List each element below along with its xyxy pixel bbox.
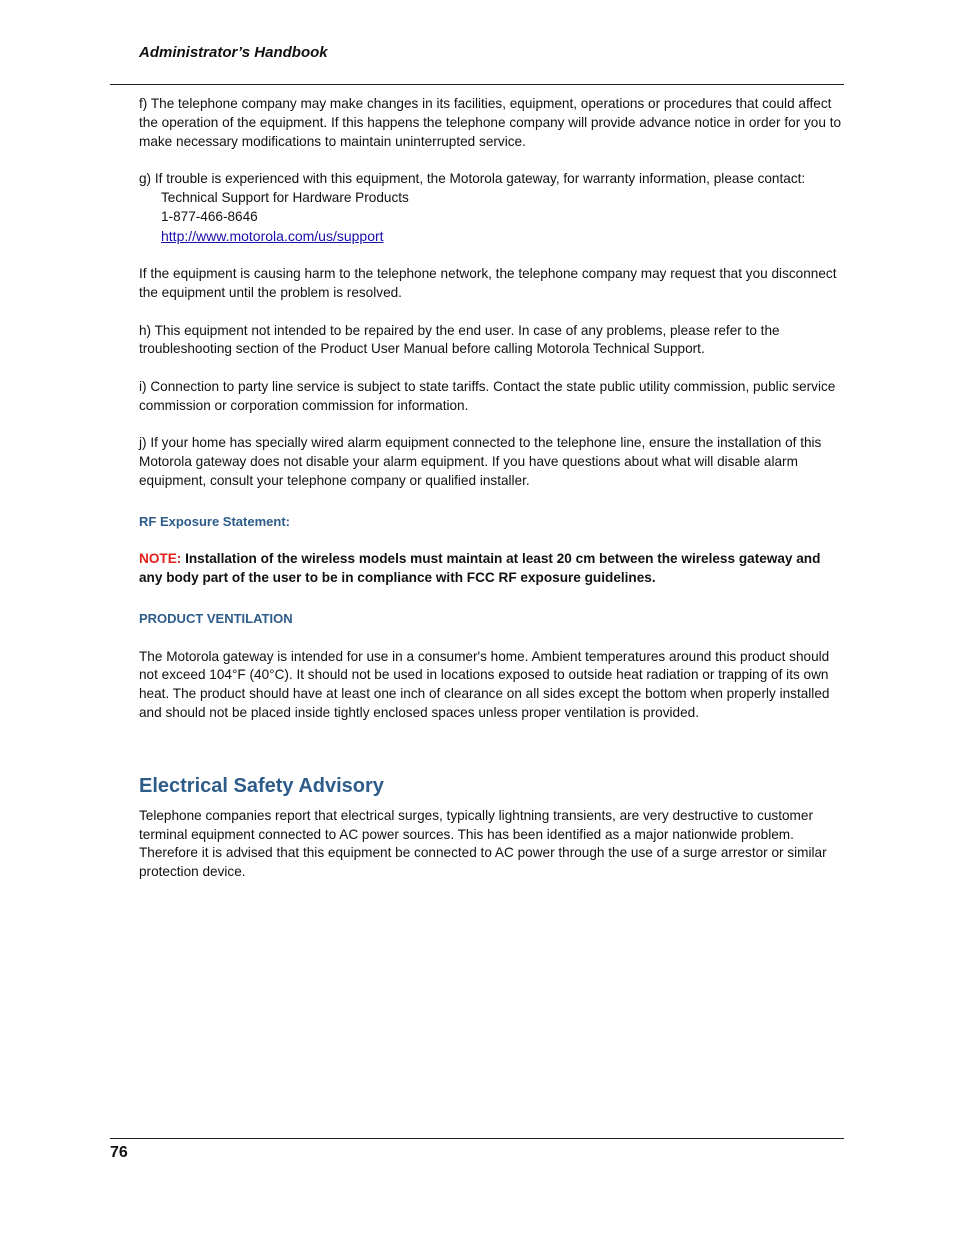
section-title-electrical: Electrical Safety Advisory — [139, 774, 384, 797]
paragraph-harm: If the equipment is causing harm to the telephone network, the telephone company may request that you disconnect the equipment until the problem is resolved. — [139, 266, 837, 300]
paragraph-i: i) Connection to party line service is subject to state tariffs. Contact the state public utility commission, public service commission or corporation commission for information. — [139, 378, 836, 413]
note-label: NOTE: — [139, 551, 182, 567]
rf-note — [139, 550, 844, 588]
header-rule — [110, 84, 844, 85]
footer-rule — [110, 1138, 844, 1139]
running-header: Administrator’s Handbook — [139, 44, 328, 61]
support-name: Technical Support for Hardware Products — [161, 189, 409, 205]
support-phone: 1-877-466-8646 — [161, 208, 258, 224]
rf-exposure-heading: RF Exposure Statement: — [139, 513, 290, 529]
paragraph-f: f) The telephone company may make changes in its facilities, equipment, operations or procedures that could affect the operation of the equipment. If this happens the telephone company will provide advance notice in order for you to make necessary modifications to maintain uninterrupted service. — [139, 96, 842, 149]
ventilation-heading: PRODUCT VENTILATION — [139, 610, 293, 626]
paragraph-j: j) If your home has specially wired alarm equipment connected to the telephone line, ensure the installation of this Motorola gateway does not disable your alarm equipment. If you have questions about what will disable alarm equipment, consult your telephone company or qualified installer. — [139, 435, 822, 488]
paragraph-g: g) If trouble is experienced with this equipment, the Motorola gateway, for warranty information, please contact: — [139, 171, 806, 187]
support-link[interactable]: http://www.motorola.com/us/support — [161, 227, 384, 244]
electrical-text: Telephone companies report that electrical surges, typically lightning transients, are very destructive to customer terminal equipment connected to AC power sources. This has been identified as a major nationwide problem. Therefore it is advised that this equipment be connected to AC power through the use of a surge arrestor or similar protection device. — [139, 807, 827, 880]
ventilation-text: The Motorola gateway is intended for use in a consumer's home. Ambient temperatures around this product should not exceed 104°F (40°C). It should not be used in locations exposed to outside heat radiation or trapping of its own heat. The product should have at least one inch of clearance on all sides except the bottom when properly installed and should not be placed inside tightly enclosed spaces unless proper ventilation is provided. — [139, 648, 830, 720]
note-text: Installation of the wireless models must maintain at least 20 cm between the wireless gateway and any body part of the user to be in compliance with FCC RF exposure guidelines. — [139, 551, 821, 586]
page-number: 76 — [110, 1144, 128, 1161]
paragraph-h: h) This equipment not intended to be repaired by the end user. In case of any problems, please refer to the troubleshooting section of the Product User Manual before calling Motorola Technical Support. — [139, 322, 780, 357]
page-content — [139, 95, 844, 882]
